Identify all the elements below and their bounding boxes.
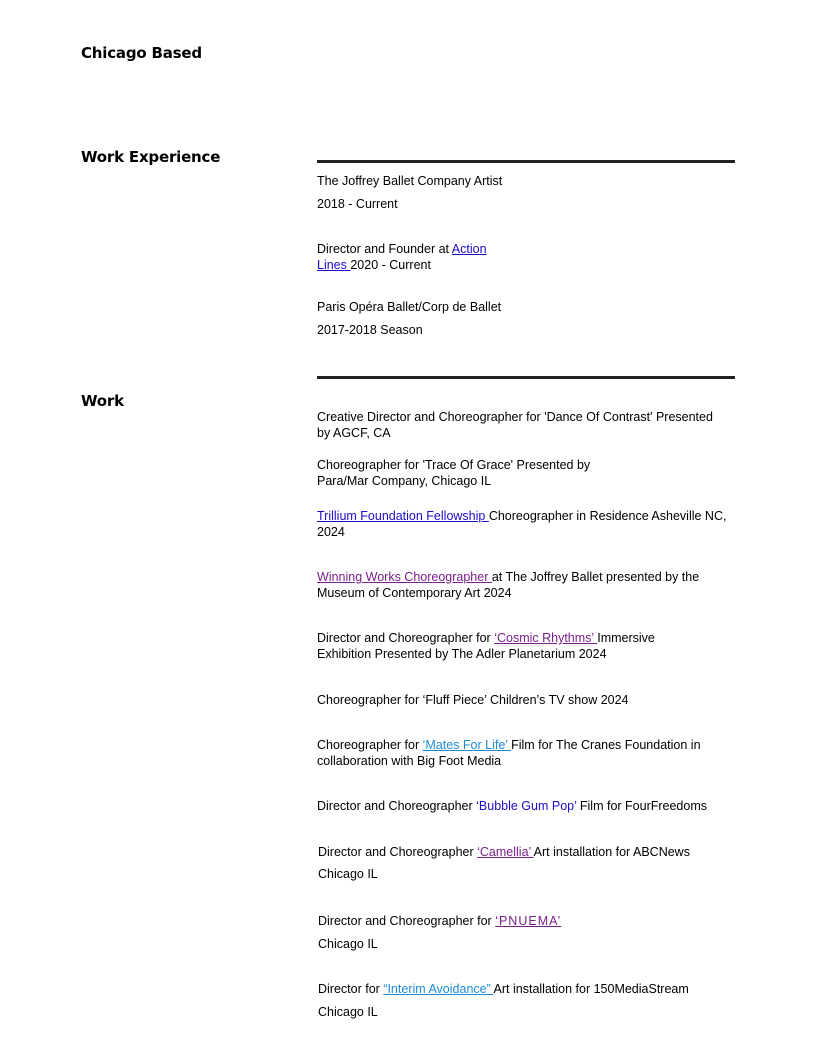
work-item-trace-of-grace: Choreographer for 'Trace Of Grace' Presented by Para/Mar Company, Chicago IL (317, 458, 591, 488)
paris-role: Paris Opéra Ballet/Corp de Ballet (317, 300, 502, 314)
camellia-link[interactable]: ‘Camellia’ (477, 845, 534, 859)
winning-works-link[interactable]: Winning Works Choreographer (317, 570, 492, 584)
action-lines-entry (317, 241, 487, 257)
mates-prefix: Choreographer for (317, 738, 423, 752)
work-item-fluff-piece: Choreographer for ‘Fluff Piece’ Children’s TV show 2024 (317, 693, 629, 707)
work-heading: Work (81, 392, 124, 410)
cosmic-text: Immersive Exhibition Presented by The Adler Planetarium 2024 (317, 631, 655, 661)
mates-text: Film for The Cranes Foundation in collaboration with Big Foot Media (317, 738, 701, 768)
interim-avoidance-link[interactable]: “Interim Avoidance” (383, 982, 494, 996)
work-item-trillium (317, 508, 727, 540)
work-item-pnuema (318, 913, 561, 929)
interim-prefix: Director for (318, 982, 384, 996)
work-item-camellia (318, 844, 690, 860)
section-divider (317, 160, 735, 163)
work-item-interim-avoidance (318, 981, 689, 997)
action-lines-link[interactable]: Action (451, 242, 487, 256)
trillium-text: Choreographer in Residence Asheville NC, 2024 (317, 509, 727, 539)
mates-for-life-link[interactable]: ‘Mates For Life’ (422, 738, 512, 752)
winning-works-text: at The Joffrey Ballet presented by the Museum of Contemporary Art 2024 (317, 570, 700, 600)
action-lines-link-cont[interactable]: Lines (317, 258, 351, 272)
interim-city: Chicago IL (318, 1005, 378, 1019)
work-experience-heading: Work Experience (81, 148, 221, 166)
pnuema-city: Chicago IL (318, 937, 378, 951)
cosmic-prefix: Director and Choreographer for (317, 631, 495, 645)
paris-dates: 2017-2018 Season (317, 323, 423, 337)
cosmic-rhythms-link[interactable]: ‘Cosmic Rhythms’ (494, 631, 598, 645)
action-lines-entry-cont (317, 257, 431, 273)
pnuema-link[interactable]: ‘PNUEMA’ (495, 914, 562, 928)
work-item-winning-works (317, 569, 727, 601)
location-heading: Chicago Based (81, 44, 202, 62)
section-divider (317, 376, 735, 379)
trillium-link[interactable]: Trillium Foundation Fellowship (317, 509, 489, 523)
interim-text: Art installation for 150MediaStream (493, 982, 689, 996)
action-lines-dates: 2020 - Current (350, 258, 431, 272)
work-item-mates-for-life (317, 737, 727, 769)
action-lines-prefix: Director and Founder at (317, 242, 452, 256)
pnuema-prefix: Director and Choreographer for (318, 914, 496, 928)
bubble-prefix: Director and Choreographer (317, 799, 477, 813)
work-item-cosmic-rhythms (317, 630, 687, 662)
camellia-text: Art installation for ABCNews (533, 845, 690, 859)
joffrey-role: The Joffrey Ballet Company Artist (317, 174, 503, 188)
work-item-bubble-gum-pop (317, 798, 707, 814)
camellia-city: Chicago IL (318, 867, 378, 881)
bubble-text: Film for FourFreedoms (576, 799, 708, 813)
joffrey-dates: 2018 - Current (317, 197, 398, 211)
camellia-prefix: Director and Choreographer (318, 845, 478, 859)
work-item-dance-of-contrast: Creative Director and Choreographer for 'Dance Of Contrast' Presented by AGCF, CA (317, 410, 713, 440)
bubble-gum-pop-link[interactable]: ‘Bubble Gum Pop’ (476, 799, 577, 813)
